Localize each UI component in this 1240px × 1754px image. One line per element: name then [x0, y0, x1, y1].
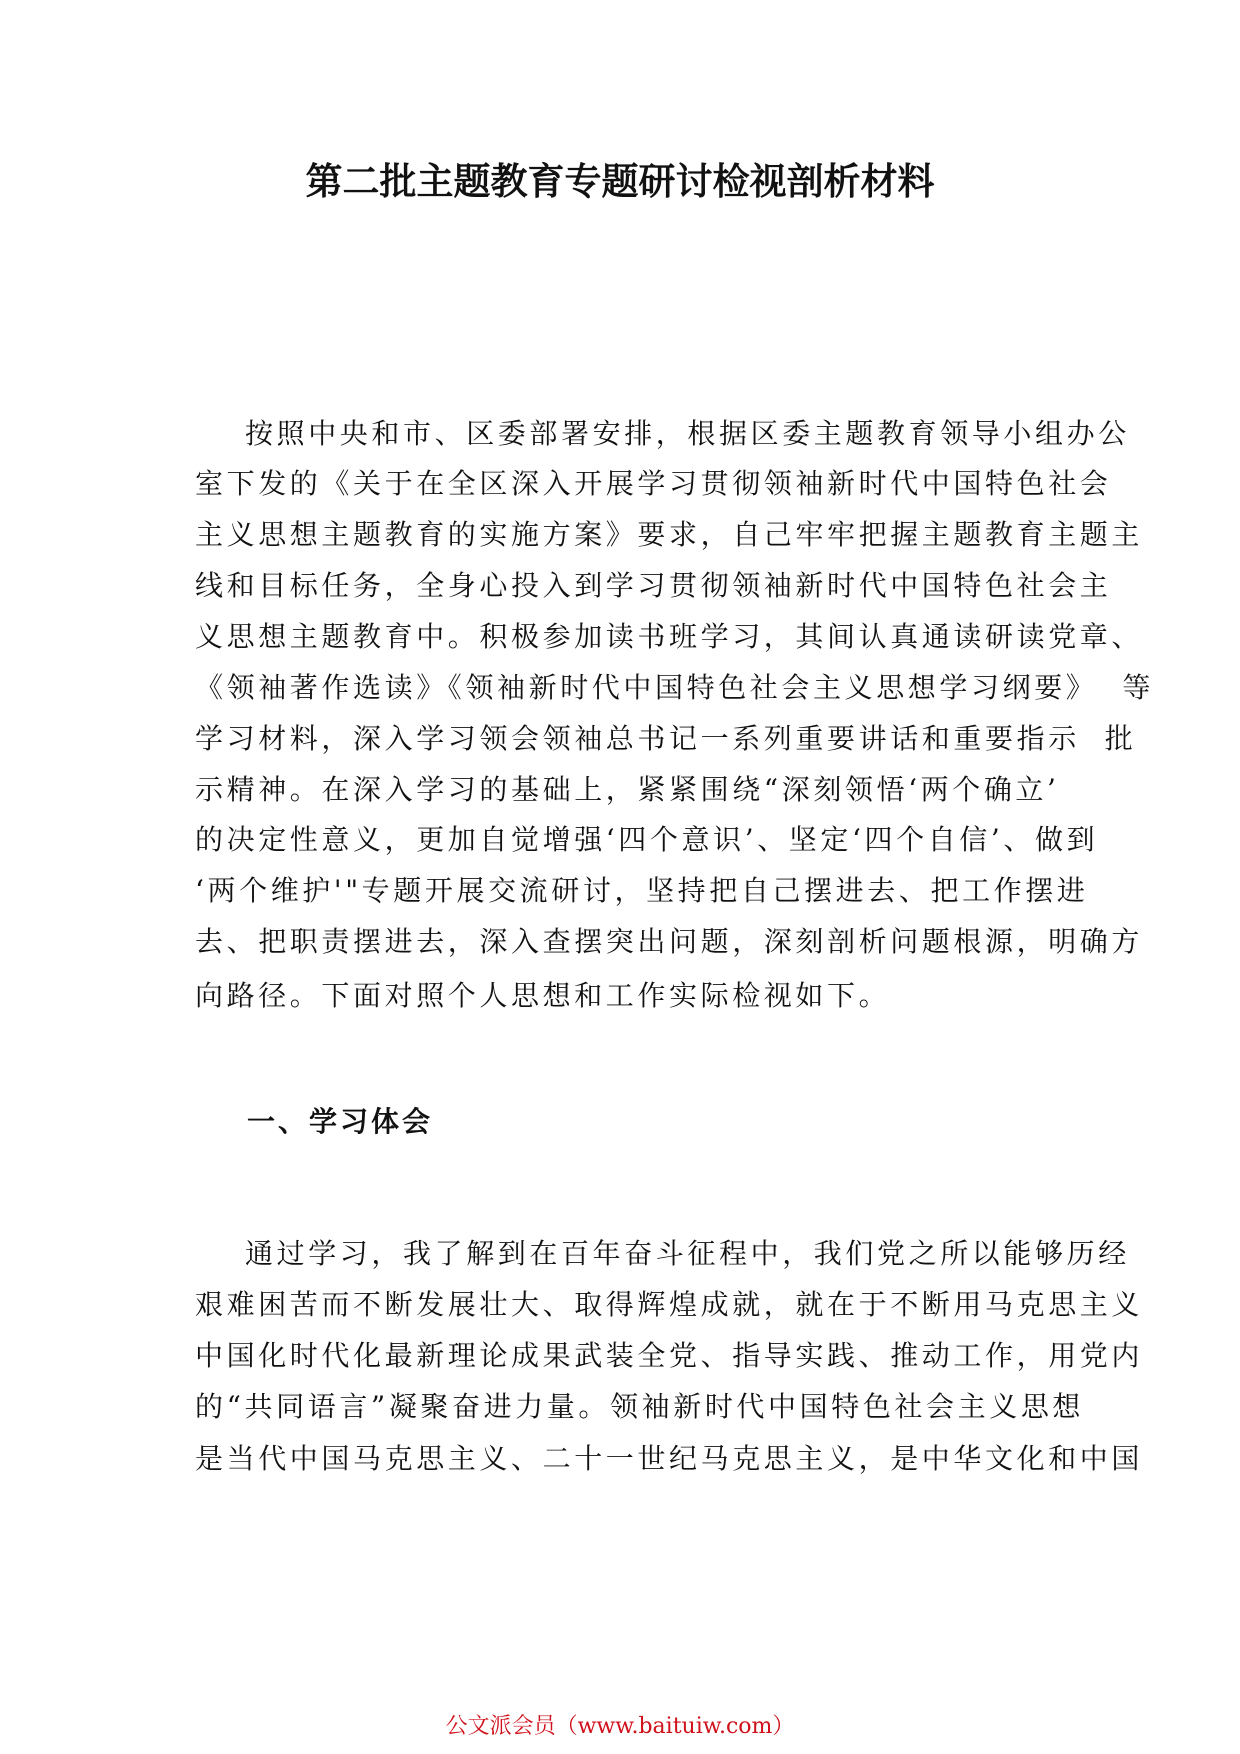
- body-line: 向路径。下面对照个人思想和工作实际检视如下。: [195, 979, 891, 1012]
- section-heading: 一、学习体会: [247, 1105, 434, 1138]
- body-line: 通过学习，我了解到在百年奋斗征程中，我们党之所以能够历经: [195, 1237, 1130, 1270]
- body-line: 学习材料，深入学习领会领袖总书记一系列重要讲话和重要指示 批: [195, 722, 1137, 755]
- body-line: 《领袖著作选读》《领袖新时代中国特色社会主义思想学习纲要》 等: [195, 671, 1155, 704]
- body-line: 的决定性意义，更加自觉增强‘四个意识’、坚定‘四个自信’、做到: [195, 823, 1099, 856]
- body-line: 室下发的《关于在全区深入开展学习贯彻领袖新时代中国特色社会: [195, 467, 1112, 500]
- body-line: 主义思想主题教育的实施方案》要求，自己牢牢把握主题教育主题主: [195, 518, 1144, 551]
- document-title: 第二批主题教育专题研讨检视剖析材料: [305, 160, 935, 203]
- body-line: ‘两个维护'"专题开展交流研讨，坚持把自己摆进去、把工作摆进: [195, 874, 1089, 907]
- body-line: 的“共同语言”凝聚奋进力量。领袖新时代中国特色社会主义思想: [195, 1390, 1085, 1423]
- footer-watermark-link[interactable]: 公文派会员（www.baituiw.com）: [445, 1714, 795, 1739]
- body-line: 按照中央和市、区委部署安排，根据区委主题教育领导小组办公: [195, 417, 1130, 450]
- body-line: 是当代中国马克思主义、二十一世纪马克思主义，是中华文化和中国: [195, 1442, 1144, 1475]
- body-line: 线和目标任务，全身心投入到学习贯彻领袖新时代中国特色社会主: [195, 569, 1112, 602]
- body-line: 中国化时代化最新理论成果武装全党、指导实践、推动工作，用党内: [195, 1339, 1144, 1372]
- body-line: 艰难困苦而不断发展壮大、取得辉煌成就，就在于不断用马克思主义: [195, 1288, 1144, 1321]
- body-line: 义思想主题教育中。积极参加读书班学习，其间认真通读研读党章、: [195, 620, 1144, 653]
- body-line: 去、把职责摆进去，深入查摆突出问题，深刻剖析问题根源，明确方: [195, 925, 1144, 958]
- body-line: 示精神。在深入学习的基础上，紧紧围绕“深刻领悟‘两个确立’: [195, 773, 1060, 806]
